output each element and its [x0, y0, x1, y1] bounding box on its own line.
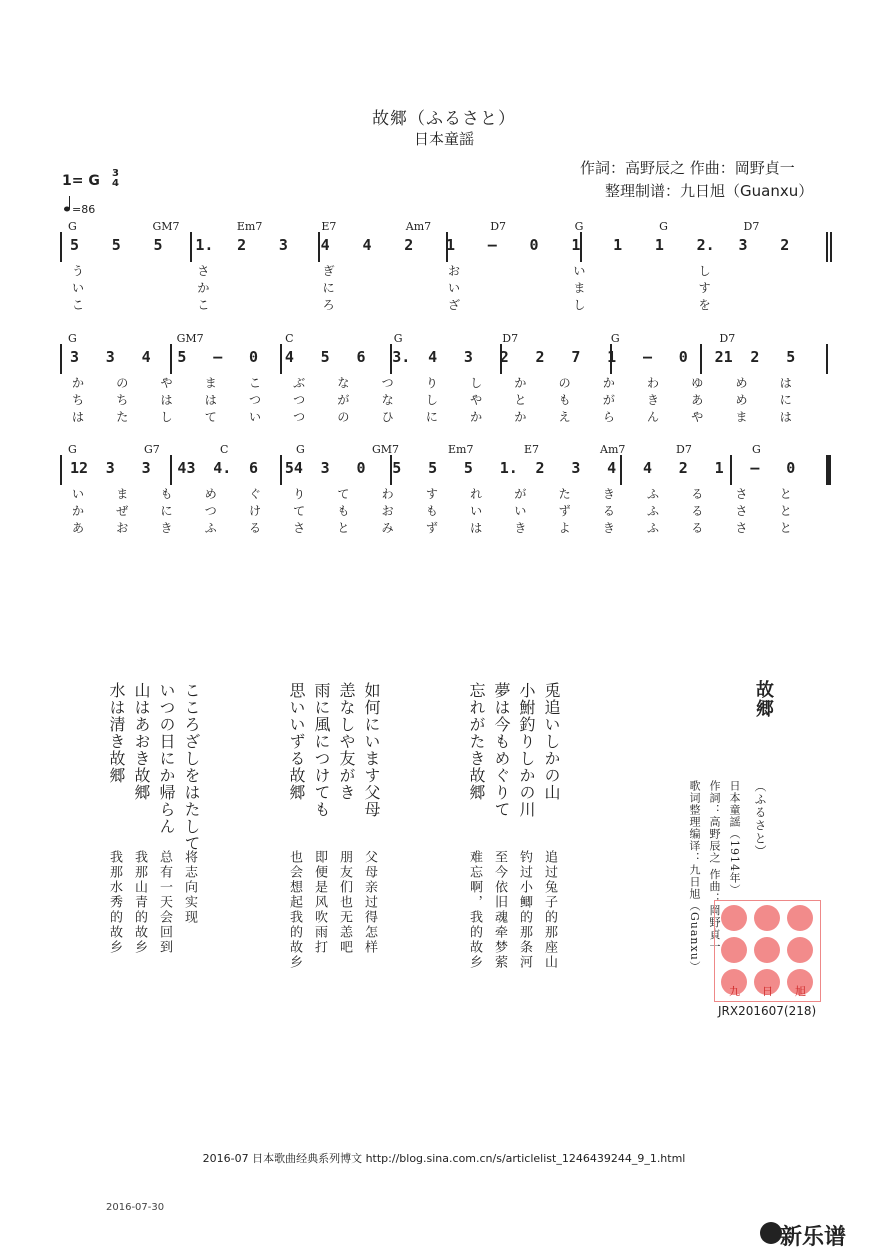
lyric-syllable: ざ — [448, 298, 461, 312]
lyric-syllable: よ — [558, 521, 571, 535]
cn-translation-line: 也会想起我的故乡 — [287, 850, 302, 970]
lyric-syllable: や — [691, 410, 704, 424]
note-number: 5 — [153, 236, 163, 254]
lyric-syllable: か — [72, 504, 85, 518]
barline — [170, 455, 172, 485]
lyric-syllable: す — [698, 281, 711, 295]
note-number: 0 — [786, 459, 796, 477]
note-number: 2 — [535, 348, 545, 366]
lyric-syllable: と — [779, 521, 792, 535]
jp-lyric-line: 如何にいます父母 — [362, 682, 381, 818]
lyric-syllable: い — [72, 487, 85, 501]
seal-dot — [721, 937, 747, 963]
note-number: 12 — [70, 459, 89, 477]
chord-symbol: D7 — [743, 220, 760, 233]
lyric-syllable: は — [72, 410, 85, 424]
chord-symbol: G — [68, 220, 77, 233]
lyric-syllable: と — [514, 393, 527, 407]
cn-translation-line: 我那水秀的故乡 — [107, 850, 122, 955]
note-number: 1 — [714, 459, 724, 477]
lyric-syllable: が — [337, 393, 350, 407]
lyric-syllable: こ — [72, 298, 85, 312]
cn-translation-line: 父母亲过得怎样 — [362, 850, 377, 955]
chord-symbol: D7 — [719, 332, 736, 345]
lyric-syllable: し — [573, 298, 586, 312]
note-number: 1. — [499, 459, 518, 477]
note-number: 3 — [105, 348, 115, 366]
lyric-syllable: ず — [558, 504, 571, 518]
seal-dot — [787, 905, 813, 931]
note-number: 2 — [404, 236, 414, 254]
note-number: 4 — [284, 348, 294, 366]
lyric-syllable: き — [160, 521, 173, 535]
note-number: 2 — [535, 459, 545, 477]
lyric-syllable: ま — [116, 487, 129, 501]
barline — [280, 455, 282, 485]
lyric-syllable: の — [116, 376, 129, 390]
jp-lyric-line: 兎追いしかの山 — [542, 682, 561, 801]
chord-symbol: G — [574, 220, 584, 233]
lyric-syllable: と — [779, 504, 792, 518]
lyric-syllable: も — [558, 393, 571, 407]
seal-label: 日 — [762, 985, 773, 998]
note-number: 1 — [613, 236, 623, 254]
lyric-syllable: し — [160, 410, 173, 424]
chord-symbol: G7 — [144, 443, 160, 456]
note-number: 3 — [105, 459, 115, 477]
lyric-syllable: さ — [197, 264, 210, 278]
lyric-syllable: に — [425, 410, 438, 424]
note-number: 4 — [362, 236, 372, 254]
lyric-syllable: や — [470, 393, 483, 407]
meta-line-3: 歌词整理编译：九日旭（Guanxu） — [688, 780, 701, 973]
lyric-syllable: し — [470, 376, 483, 390]
note-number: 1 — [607, 348, 617, 366]
lyric-syllable: ま — [735, 410, 748, 424]
lyric-syllable: た — [116, 410, 129, 424]
lyric-syllable: ず — [425, 521, 438, 535]
note-number: 5 — [392, 459, 402, 477]
lyric-syllable: な — [381, 393, 394, 407]
note-number: – — [487, 236, 497, 254]
time-signature — [112, 169, 119, 189]
lyric-syllable: も — [160, 487, 173, 501]
lyric-syllable: ぶ — [293, 376, 306, 390]
barline — [730, 455, 732, 485]
lyric-syllable: ひ — [381, 410, 394, 424]
note-number: 2 — [499, 348, 509, 366]
note-number: 2. — [696, 236, 715, 254]
chord-symbol: G — [68, 443, 77, 456]
logo-icon — [760, 1222, 782, 1244]
meta-line-2: 作詞：高野辰之 作曲：岡野貞一 — [708, 780, 721, 953]
note-number: 3 — [70, 348, 80, 366]
lyric-syllable: い — [72, 281, 85, 295]
cn-translation-line: 追过兔子的那座山 — [542, 850, 557, 970]
note-number: 2 — [237, 236, 247, 254]
note-number: 2 — [780, 236, 790, 254]
lyric-syllable: い — [448, 281, 461, 295]
note-number: 4 — [642, 459, 652, 477]
barline — [826, 344, 828, 374]
lyric-syllable: い — [470, 504, 483, 518]
note-number: 1 — [654, 236, 664, 254]
barline — [620, 455, 622, 485]
note-number: 3 — [463, 348, 473, 366]
quarter-note-icon — [64, 196, 70, 212]
chord-symbol: G — [610, 332, 620, 345]
vertical-title: 故郷 — [753, 680, 774, 718]
jp-lyric-line: 雨に風につけても — [312, 682, 331, 818]
lyric-syllable: ま — [204, 376, 217, 390]
seal-dot — [754, 937, 780, 963]
lyric-syllable: つ — [248, 393, 261, 407]
lyric-syllable: ぐ — [248, 487, 261, 501]
lyric-syllable: を — [698, 298, 711, 312]
chord-symbol: E7 — [321, 220, 337, 233]
seal-stamp — [714, 900, 821, 1002]
vertical-title-reading: （ふるさと） — [753, 780, 767, 858]
barline — [830, 232, 832, 262]
lyric-syllable: は — [160, 393, 173, 407]
blog-link[interactable]: 2016-07 日本歌曲经典系列博文 http://blog.sina.com.cn/s/articlelist_1246439244_9_1.html — [202, 1152, 686, 1165]
note-number: 0 — [249, 348, 259, 366]
lyric-syllable: は — [470, 521, 483, 535]
lyric-syllable: か — [514, 376, 527, 390]
note-number: 0 — [529, 236, 539, 254]
lyric-syllable: わ — [647, 376, 660, 390]
barline — [60, 455, 62, 485]
lyric-syllable: お — [448, 264, 461, 278]
note-number: 54 — [284, 459, 303, 477]
jp-lyric-line: 小鮒釣りしかの川 — [517, 682, 536, 818]
cn-translation-line: 难忘啊，我的故乡 — [467, 850, 482, 970]
lyric-syllable: あ — [72, 521, 85, 535]
jp-lyric-line: 夢は今もめぐりて — [492, 682, 511, 818]
lyric-syllable: の — [337, 410, 350, 424]
lyric-syllable: か — [602, 376, 615, 390]
jp-lyric-line: いつの日にか帰らん — [157, 682, 176, 835]
chord-symbol: GM7 — [152, 220, 180, 233]
lyric-syllable: い — [514, 504, 527, 518]
chord-symbol: C — [285, 332, 294, 345]
lyric-syllable: が — [602, 393, 615, 407]
lyric-syllable: る — [602, 504, 615, 518]
note-number: 5 — [177, 348, 187, 366]
seal-label: 旭 — [795, 985, 806, 998]
lyric-syllable: き — [602, 521, 615, 535]
lyric-syllable: も — [337, 504, 350, 518]
barline — [170, 344, 172, 374]
lyric-syllable: か — [72, 376, 85, 390]
lyric-syllable: お — [116, 521, 129, 535]
lyric-syllable: と — [337, 521, 350, 535]
cn-translation-line: 总有一天会回到 — [157, 850, 172, 955]
lyric-syllable: き — [602, 487, 615, 501]
lyric-syllable: こ — [248, 376, 261, 390]
lyric-syllable: が — [514, 487, 527, 501]
lyric-syllable: ゆ — [691, 376, 704, 390]
note-number: 3 — [738, 236, 748, 254]
lyric-syllable: め — [735, 376, 748, 390]
cn-translation-line: 即便是风吹雨打 — [312, 850, 327, 955]
chord-symbol: G — [752, 443, 761, 456]
chord-symbol: G — [393, 332, 403, 345]
lyric-syllable: さ — [735, 521, 748, 535]
lyric-syllable: す — [425, 487, 438, 501]
lyric-syllable: い — [248, 410, 261, 424]
lyric-syllable: え — [558, 410, 571, 424]
lyric-syllable: ろ — [322, 298, 335, 312]
note-number: 7 — [571, 348, 581, 366]
jp-lyric-line: 忘れがたき故郷 — [467, 682, 486, 801]
jp-lyric-line: 思いいずる故郷 — [287, 682, 306, 801]
lyric-syllable: し — [698, 264, 711, 278]
lyric-syllable: と — [779, 487, 792, 501]
note-number: 1 — [446, 236, 456, 254]
tempo-marking: =86 — [72, 203, 96, 216]
barline — [700, 344, 702, 374]
note-number: 5 — [786, 348, 796, 366]
chord-symbol: G — [296, 443, 305, 456]
jp-lyric-line: 山はあおき故郷 — [132, 682, 151, 801]
lyric-syllable: ふ — [647, 487, 660, 501]
time-bottom: 4 — [112, 178, 119, 189]
lyric-syllable: は — [204, 393, 217, 407]
chord-symbol: G — [68, 332, 77, 345]
lyric-syllable: ふ — [647, 521, 660, 535]
lyric-syllable: み — [381, 521, 394, 535]
chord-symbol: Am7 — [405, 220, 432, 233]
chord-symbol: E7 — [524, 443, 540, 456]
chord-symbol: D7 — [502, 332, 519, 345]
lyric-syllable: な — [337, 376, 350, 390]
lyric-syllable: き — [647, 393, 660, 407]
lyric-syllable: る — [691, 504, 704, 518]
lyric-syllable: に — [779, 393, 792, 407]
note-number: 4 — [320, 236, 330, 254]
chord-symbol: D7 — [490, 220, 507, 233]
lyric-syllable: さ — [293, 521, 306, 535]
lyric-syllable: さ — [735, 504, 748, 518]
note-number: – — [642, 348, 652, 366]
lyric-syllable: か — [514, 410, 527, 424]
note-number: – — [750, 459, 760, 477]
note-number: – — [213, 348, 223, 366]
note-number: 2 — [750, 348, 760, 366]
note-number: 21 — [714, 348, 733, 366]
seal-dot — [754, 905, 780, 931]
seal-dot — [787, 937, 813, 963]
cn-translation-line: 我那山青的故乡 — [132, 850, 147, 955]
note-number: 6 — [356, 348, 366, 366]
lyric-syllable: り — [293, 487, 306, 501]
chord-symbol: Em7 — [236, 220, 263, 233]
time-top: 3 — [112, 168, 119, 179]
note-number: 4 — [607, 459, 617, 477]
note-number: 4 — [141, 348, 151, 366]
cn-translation-line: 钓过小鲫的那条河 — [517, 850, 532, 970]
lyric-syllable: た — [558, 487, 571, 501]
chord-symbol: C — [220, 443, 229, 456]
note-number: 3 — [141, 459, 151, 477]
barline — [826, 455, 831, 485]
lyric-syllable: の — [558, 376, 571, 390]
jp-lyric-line: 恙なしや友がき — [337, 682, 356, 801]
barline — [190, 232, 192, 262]
note-number: 5 — [111, 236, 121, 254]
note-number: 3 — [278, 236, 288, 254]
key-signature: 1= G — [62, 173, 100, 189]
note-number: 5 — [463, 459, 473, 477]
date-stamp: 2016-07-30 — [106, 1202, 165, 1213]
lyric-syllable: る — [691, 521, 704, 535]
lyric-syllable: も — [425, 504, 438, 518]
lyric-syllable: こ — [197, 298, 210, 312]
score-system-1 — [60, 220, 832, 320]
lyric-syllable: は — [779, 376, 792, 390]
lyric-syllable: ふ — [204, 521, 217, 535]
lyric-syllable: て — [337, 487, 350, 501]
lyric-syllable: め — [735, 393, 748, 407]
chord-symbol: D7 — [676, 443, 692, 456]
lyric-syllable: り — [425, 376, 438, 390]
catalog-code: JRX201607(218) — [718, 1004, 817, 1018]
barline — [280, 344, 282, 374]
lyric-syllable: ま — [573, 281, 586, 295]
lyric-syllable: め — [204, 487, 217, 501]
lyric-syllable: や — [160, 376, 173, 390]
song-title: 故郷（ふるさと） — [372, 109, 516, 129]
lyric-syllable: あ — [691, 393, 704, 407]
lyric-syllable: け — [248, 504, 261, 518]
credit-arranger: 整理制谱：九日旭（Guanxu） — [605, 182, 814, 200]
lyric-syllable: お — [381, 504, 394, 518]
lyric-syllable: つ — [293, 410, 306, 424]
lyric-syllable: つ — [204, 504, 217, 518]
chord-symbol: Em7 — [448, 443, 474, 456]
lyric-syllable: か — [470, 410, 483, 424]
lyric-syllable: い — [573, 264, 586, 278]
note-number: 3. — [392, 348, 411, 366]
lyric-syllable: き — [514, 521, 527, 535]
chord-symbol: GM7 — [372, 443, 400, 456]
barline — [60, 344, 62, 374]
lyric-syllable: つ — [293, 393, 306, 407]
chord-symbol: Am7 — [600, 443, 626, 456]
lyric-syllable: わ — [381, 487, 394, 501]
jp-lyric-line: 水は清き故郷 — [107, 682, 126, 784]
lyric-syllable: し — [425, 393, 438, 407]
cn-translation-line: 朋友们也无恙吧 — [337, 850, 352, 955]
seal-dot — [721, 905, 747, 931]
note-number: 5 — [70, 236, 80, 254]
lyric-syllable: る — [248, 521, 261, 535]
note-number: 0 — [678, 348, 688, 366]
note-number: 1. — [195, 236, 214, 254]
lyric-syllable: て — [204, 410, 217, 424]
seal-label: 九 — [729, 985, 740, 998]
lyric-syllable: ぎ — [322, 264, 335, 278]
note-number: 4. — [213, 459, 232, 477]
lyric-syllable: つ — [381, 376, 394, 390]
chord-symbol: G — [659, 220, 668, 233]
credit-composer: 作詞：高野辰之 作曲：岡野貞一 — [580, 159, 795, 177]
score-system-3 — [60, 443, 832, 543]
barline — [826, 232, 828, 262]
jp-lyric-line: こころざしをはたして — [182, 682, 201, 852]
cn-translation-line: 将志向实现 — [182, 850, 197, 925]
barline — [60, 232, 62, 262]
lyric-syllable: れ — [470, 487, 483, 501]
note-number: 2 — [678, 459, 688, 477]
lyric-syllable: か — [197, 281, 210, 295]
lyric-syllable: に — [160, 504, 173, 518]
lyric-syllable: る — [691, 487, 704, 501]
note-number: 3 — [320, 459, 330, 477]
note-number: 0 — [356, 459, 366, 477]
lyric-syllable: ぜ — [116, 504, 129, 518]
site-logo: 新乐谱 — [780, 1225, 847, 1250]
lyric-syllable: ら — [602, 410, 615, 424]
lyric-syllable: ち — [72, 393, 85, 407]
note-number: 6 — [249, 459, 259, 477]
chord-symbol: GM7 — [176, 332, 204, 345]
lyric-syllable: て — [293, 504, 306, 518]
lyric-syllable: ふ — [647, 504, 660, 518]
note-number: 5 — [320, 348, 330, 366]
lyric-syllable: う — [72, 264, 85, 278]
score-system-2 — [60, 332, 832, 432]
note-number: 5 — [428, 459, 438, 477]
note-number: 3 — [571, 459, 581, 477]
cn-translation-line: 至今依旧魂牵梦萦 — [492, 850, 507, 970]
note-number: 1 — [571, 236, 581, 254]
lyric-syllable: さ — [735, 487, 748, 501]
lyric-syllable: に — [322, 281, 335, 295]
lyric-syllable: ち — [116, 393, 129, 407]
song-subtitle: 日本童謡 — [413, 130, 474, 148]
note-number: 43 — [177, 459, 196, 477]
lyric-syllable: ん — [647, 410, 660, 424]
note-number: 4 — [428, 348, 438, 366]
meta-line-1: 日本童謡（1914年） — [728, 780, 741, 896]
lyric-syllable: は — [779, 410, 792, 424]
